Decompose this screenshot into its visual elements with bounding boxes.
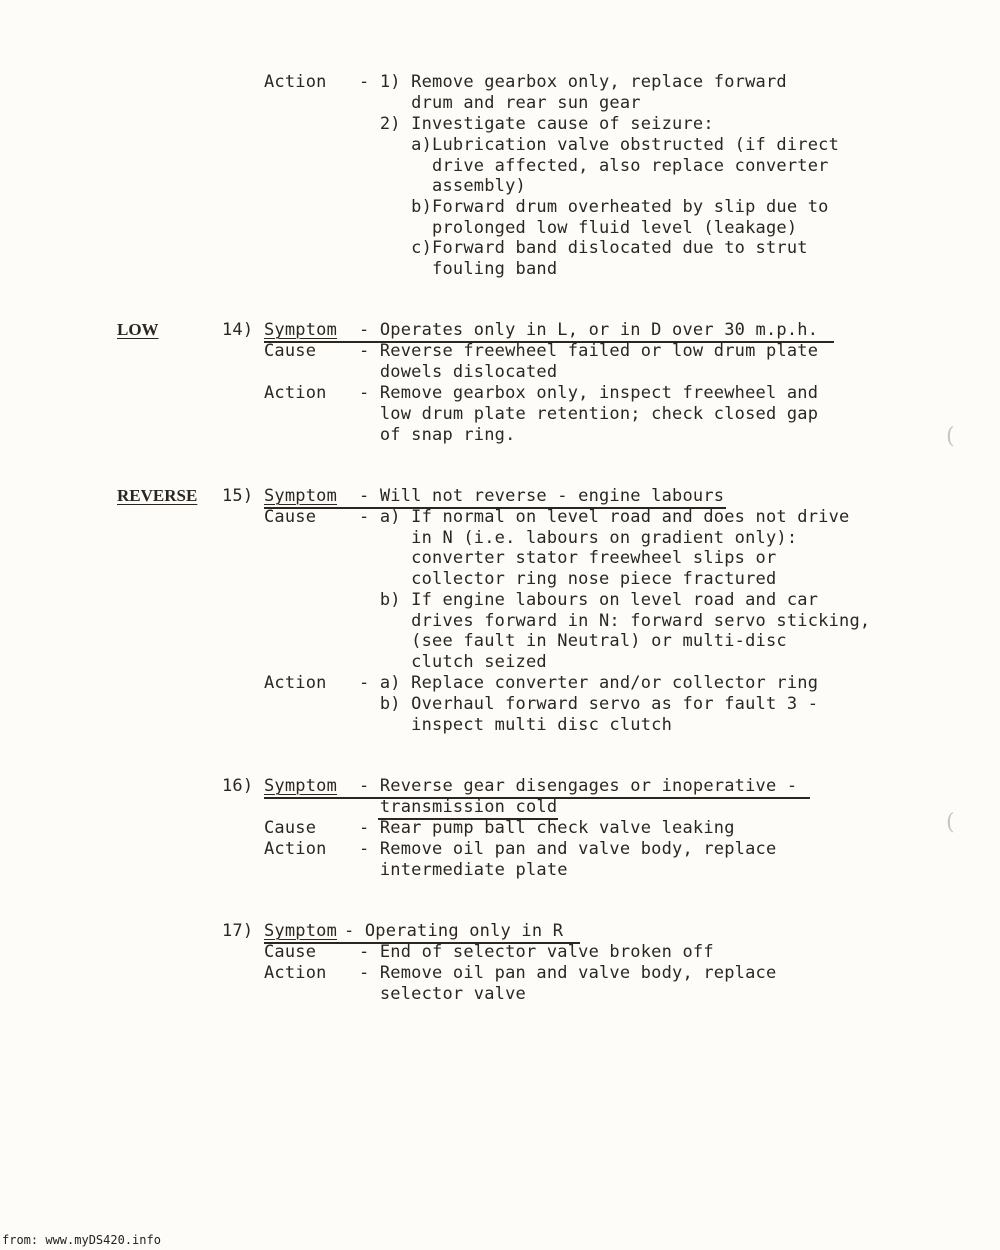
action-line: low drum plate retention; check closed gap <box>359 404 819 424</box>
symptom-text: - Will not reverse - engine labours <box>359 486 725 506</box>
symptom-label: Symptom <box>264 320 338 340</box>
action-line: drive affected, also replace converter <box>359 156 829 176</box>
action-line: fouling band <box>359 259 558 279</box>
footer-source: from: www.myDS420.info <box>2 1233 161 1247</box>
fault-number: 17) <box>222 921 254 941</box>
cause-line: - End of selector valve broken off <box>359 942 714 962</box>
action-line: drum and rear sun gear <box>359 93 641 113</box>
cause-line: in N (i.e. labours on gradient only): <box>359 528 798 548</box>
action-line: c)Forward band dislocated due to strut <box>359 238 808 258</box>
cause-label: Cause <box>264 507 317 527</box>
action-label: Action <box>264 72 327 92</box>
action-label: Action <box>264 963 327 983</box>
cause-line: (see fault in Neutral) or multi-disc <box>359 631 787 651</box>
symptom-label: Symptom <box>264 486 338 506</box>
action-label: Action <box>264 673 327 693</box>
action-line: b) Overhaul forward servo as for fault 3 - <box>359 694 819 714</box>
cause-line: - a) If normal on level road and does not drive <box>359 507 850 527</box>
symptom-label: Symptom <box>264 776 338 796</box>
cause-line: clutch seized <box>359 652 547 672</box>
cause-line: collector ring nose piece fractured <box>359 569 777 589</box>
symptom-text: - Reverse gear disengages or inoperative - <box>359 776 798 796</box>
section-heading-reverse: REVERSE <box>117 486 198 505</box>
cause-line: dowels dislocated <box>359 362 558 382</box>
section-heading-low: LOW <box>117 320 159 339</box>
action-label: Action <box>264 383 327 403</box>
action-line: selector valve <box>359 984 526 1004</box>
cause-line: converter stator freewheel slips or <box>359 548 777 568</box>
cause-label: Cause <box>264 942 317 962</box>
cause-line: drives forward in N: forward servo sticking, <box>359 611 871 631</box>
symptom-label: Symptom <box>264 921 338 941</box>
cause-label: Cause <box>264 341 317 361</box>
action-line: 2) Investigate cause of seizure: <box>359 114 714 134</box>
symptom-text: - Operating only in R <box>344 921 564 941</box>
action-line: a)Lubrication valve obstructed (if direct <box>359 135 840 155</box>
fault-number: 14) <box>222 320 254 340</box>
action-line: prolonged low fluid level (leakage) <box>359 218 798 238</box>
action-label: Action <box>264 839 327 859</box>
scan-mark: ( <box>946 424 955 449</box>
action-line: intermediate plate <box>359 860 568 880</box>
cause-label: Cause <box>264 818 317 838</box>
symptom-text: - Operates only in L, or in D over 30 m.p.h. <box>359 320 819 340</box>
action-line: of snap ring. <box>359 425 516 445</box>
cause-line: - Rear pump ball check valve leaking <box>359 818 735 838</box>
action-line: inspect multi disc clutch <box>359 715 673 735</box>
fault-number: 16) <box>222 776 254 796</box>
action-line: assembly) <box>359 176 526 196</box>
action-line: - Remove oil pan and valve body, replace <box>359 839 777 859</box>
action-line: b)Forward drum overheated by slip due to <box>359 197 829 217</box>
cause-line: - Reverse freewheel failed or low drum plate <box>359 341 819 361</box>
action-line: - Remove oil pan and valve body, replace <box>359 963 777 983</box>
scan-mark: ( <box>946 810 955 835</box>
symptom-text: transmission cold <box>359 797 558 817</box>
cause-line: b) If engine labours on level road and car <box>359 590 819 610</box>
action-line: - 1) Remove gearbox only, replace forward <box>359 72 787 92</box>
fault-number: 15) <box>222 486 254 506</box>
action-line: - Remove gearbox only, inspect freewheel and <box>359 383 819 403</box>
action-line: - a) Replace converter and/or collector ring <box>359 673 819 693</box>
